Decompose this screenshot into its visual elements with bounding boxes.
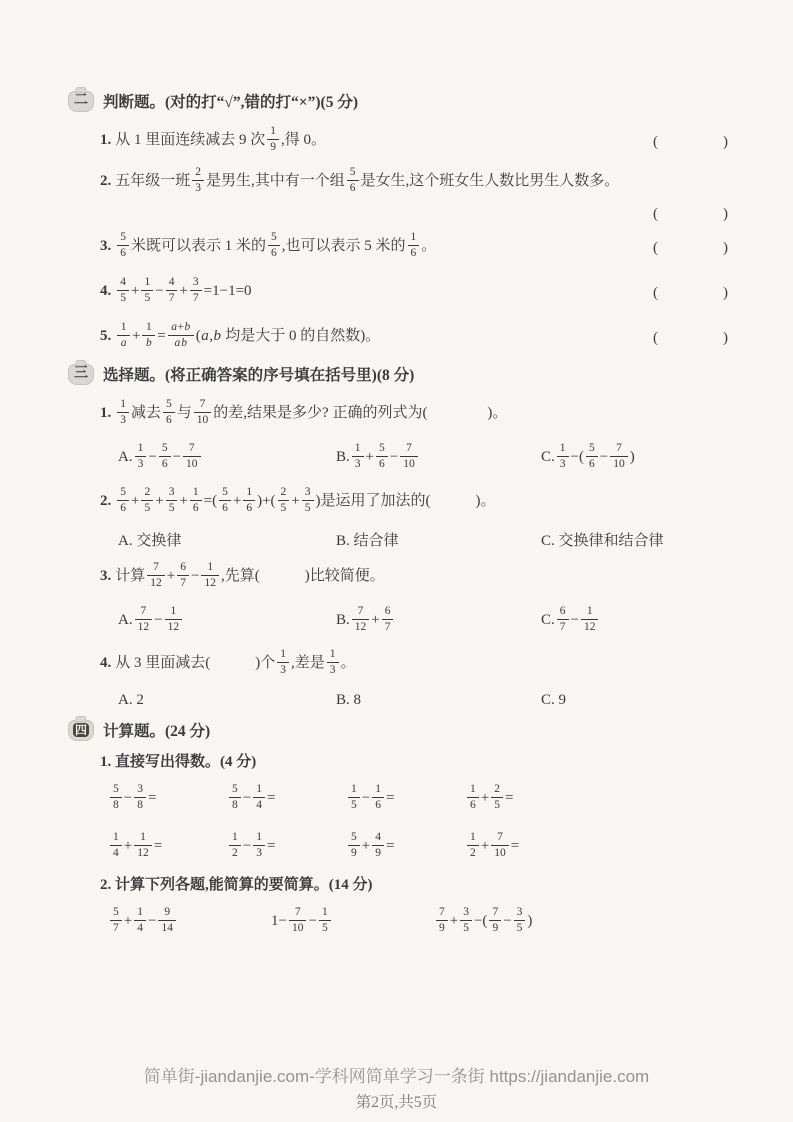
fraction: $\frac{6}{7}$ (557, 604, 569, 635)
fraction: $\frac{3}{5}$ (166, 485, 178, 516)
fraction: $\frac{7}{10}$ (194, 397, 212, 428)
option-c: C. 9 (541, 691, 567, 708)
fraction: $\frac{1}{6}$ (467, 782, 479, 813)
question-number: 4. (100, 655, 112, 671)
option-a: A. 2 (118, 691, 144, 708)
fraction: $\frac{5}{6}$ (268, 230, 280, 261)
choice-question-3-options (118, 599, 729, 642)
fraction: $\frac{1}{5}$ (141, 275, 153, 306)
fraction: $\frac{5}{7}$ (110, 905, 122, 936)
answer-brackets: ( ) (653, 134, 729, 150)
fraction: $\frac{2}{5}$ (278, 485, 290, 516)
question-number: 4. (100, 283, 112, 299)
fraction: $\frac{1}{12}$ (581, 604, 599, 635)
calc-expression: $\frac{5}{8}$ − $\frac{3}{8}$ = (108, 783, 227, 814)
option-c: C. $\frac{1}{3}$ −( $\frac{5}{6}$ − $\frac{7}{10}$ ) (541, 442, 635, 470)
fraction: $\frac{5}{6}$ (163, 397, 175, 428)
calc-expression: 1− $\frac{7}{10}$ − $\frac{1}{5}$ (271, 906, 434, 937)
choice-question-4 (100, 642, 729, 685)
fraction: $\frac{2}{3}$ (192, 165, 204, 196)
fraction: $\frac{1}{12}$ (201, 560, 219, 591)
question-number: 1. (100, 405, 112, 421)
judge-question-2 (100, 163, 729, 200)
fraction: $\frac{1}{2}$ (467, 830, 479, 861)
fraction: $\frac{6}{7}$ (177, 560, 189, 591)
fraction: $\frac{1}{3}$ (117, 397, 129, 428)
calc-subtitle-2: 2. 计算下列各题,能简算的要简算。(14 分) (100, 877, 373, 893)
fraction: $\frac{7}{9}$ (489, 905, 501, 936)
calc-expression: $\frac{1}{6}$ + $\frac{2}{5}$ = (465, 783, 729, 814)
section-calculation-title: 计算题。(24 分) (103, 723, 211, 740)
fraction: $\frac{1}{3}$ (135, 441, 147, 472)
section-choice (68, 359, 729, 715)
option-a: A. 交换律 (118, 532, 182, 549)
question-text: 从 3 里面减去( )个 $\frac{1}{3}$ ,差是 $\frac{1}{3}$ 。 (115, 648, 356, 676)
option-b: B. $\frac{7}{12}$ + $\frac{6}{7}$ (336, 605, 541, 636)
fraction: $\frac{5}{6}$ (347, 165, 359, 196)
fraction: $\frac{1}{3}$ (253, 830, 265, 861)
fraction: $\frac{7}{12}$ (147, 560, 165, 591)
option-b: B. 结合律 (336, 532, 399, 549)
question-number: 2. (100, 493, 112, 509)
choice-question-4-options (118, 685, 729, 715)
fraction: $\frac{7}{10}$ (610, 441, 628, 472)
question-text: 计算 $\frac{7}{12}$ + $\frac{6}{7}$ − $\frac{1}{12}$ ,先算( )比较简便。 (115, 561, 385, 589)
fraction: $\frac{1}{5}$ (319, 905, 331, 936)
calc-expression: $\frac{1}{2}$ + $\frac{7}{10}$ = (465, 831, 729, 862)
fraction: $\frac{5}{8}$ (110, 782, 122, 813)
calc-row-3 (108, 897, 729, 945)
fraction: $\frac{4}{7}$ (166, 275, 178, 306)
fraction: $\frac{1}{6}$ (408, 230, 420, 261)
section-four-badge-char: 四 (74, 723, 87, 737)
section-choice-header (68, 359, 729, 389)
fraction: $\frac{1}{9}$ (267, 124, 279, 155)
question-number: 3. (100, 568, 112, 584)
fraction: $\frac{1}{4}$ (134, 905, 146, 936)
calc-expression: $\frac{1}{4}$ + $\frac{1}{12}$ = (108, 831, 227, 862)
option-b: B. 8 (336, 691, 362, 708)
option-a: A. $\frac{1}{3}$ − $\frac{5}{6}$ − $\frac{7}{10}$ (118, 442, 336, 473)
choice-question-1 (100, 391, 729, 436)
judge-question-2-brackets-row (100, 200, 729, 224)
fraction: $\frac{5}{6}$ (586, 441, 598, 472)
question-number: 2. (100, 173, 112, 189)
section-judgement-header (68, 86, 729, 116)
section-calculation-header (68, 715, 729, 745)
fraction: $\frac{1}{6}$ (372, 782, 384, 813)
question-number: 3. (100, 238, 112, 254)
fraction: $\frac{7}{10}$ (289, 905, 307, 936)
calc-expression: $\frac{7}{9}$ + $\frac{3}{5}$ −( $\frac{7}{9}$ − $\frac{3}{5}$ ) (434, 906, 729, 937)
fraction: $\frac{1}{3}$ (327, 647, 339, 678)
calc-expression: $\frac{1}{2}$ − $\frac{1}{3}$ = (227, 831, 346, 862)
fraction: $\frac{6}{7}$ (382, 604, 394, 635)
calc-row-2 (108, 822, 729, 870)
fraction: $\frac{5}{6}$ (376, 441, 388, 472)
fraction: $\frac{2}{5}$ (491, 782, 503, 813)
fraction: $\frac{5}{6}$ (159, 441, 171, 472)
calc-expression: $\frac{1}{5}$ − $\frac{1}{6}$ = (346, 783, 465, 814)
judge-question-3 (100, 224, 729, 269)
footer-site-line: 简单街-jiandanjie.com-学科网简单学习一条街 https://jiandanjie.com (143, 1067, 650, 1086)
question-text: $\frac{1}{a}$ + $\frac{1}{b}$ = $\frac{a+b}{ab}$ (a,b 均是大于 0 的自然数)。 (115, 321, 380, 352)
fraction: $\frac{2}{5}$ (141, 485, 153, 516)
fraction: $\frac{4}{5}$ (117, 275, 129, 306)
judge-question-1 (100, 118, 729, 163)
fraction: $\frac{7}{10}$ (491, 830, 509, 861)
option-b: B. $\frac{1}{3}$ + $\frac{5}{6}$ − $\frac{7}{10}$ (336, 442, 541, 473)
choice-question-2-options (118, 524, 729, 554)
question-text: $\frac{5}{6}$ + $\frac{2}{5}$ + $\frac{3}{5}$ + $\frac{1}{6}$ =( $\frac{5}{6}$ + $\frac{1}{6}$ )+( $\frac{2}{5}$ + $\frac{3}{5}$ )是运用了加法的( )。 (115, 486, 495, 517)
fraction: $\frac{3}{7}$ (190, 275, 202, 306)
fraction: $\frac{4}{9}$ (372, 830, 384, 861)
page-footer (0, 1062, 793, 1112)
answer-brackets: ( ) (653, 205, 729, 222)
calc-row-1 (108, 774, 729, 822)
fraction: $\frac{1}{3}$ (277, 647, 289, 678)
option-a: A. $\frac{7}{12}$ − $\frac{1}{12}$ (118, 605, 336, 636)
fraction: $\frac{1}{4}$ (253, 782, 265, 813)
choice-question-1-options (118, 436, 729, 479)
fraction: $\frac{7}{10}$ (400, 441, 418, 472)
fraction: $\frac{3}{5}$ (514, 905, 526, 936)
section-judgement-title: 判断题。(对的打“√”,错的打“×”)(5 分) (103, 94, 358, 111)
fraction: $\frac{5}{6}$ (117, 485, 129, 516)
fraction: $\frac{1}{12}$ (165, 604, 183, 635)
fraction: $\frac{5}{8}$ (229, 782, 241, 813)
fraction: $\frac{7}{12}$ (135, 604, 153, 635)
question-text: 五年级一班 $\frac{2}{3}$ 是男生,其中有一个组 $\frac{5}{6}$ 是女生,这个班女生人数比男生人数多。 (115, 166, 620, 194)
answer-brackets: ( ) (653, 285, 729, 301)
option-c: C. 交换律和结合律 (541, 532, 664, 549)
answer-brackets: ( ) (653, 330, 729, 346)
question-text: $\frac{5}{6}$ 米既可以表示 1 米的 $\frac{5}{6}$ ,也可以表示 5 米的 $\frac{1}{6}$ 。 (115, 231, 436, 262)
judge-question-4 (100, 269, 729, 314)
section-choice-title: 选择题。(将正确答案的序号填在括号里)(8 分) (103, 367, 415, 384)
fraction: $\frac{5}{6}$ (117, 230, 129, 261)
fraction: $\frac{3}{8}$ (134, 782, 146, 813)
question-number: 5. (100, 328, 112, 344)
fraction: $\frac{9}{14}$ (158, 905, 176, 936)
question-text: 从 1 里面连续减去 9 次 $\frac{1}{9}$ ,得 0。 (115, 125, 327, 153)
answer-brackets: ( ) (653, 240, 729, 256)
fraction: $\frac{1}{a}$ (117, 320, 130, 351)
choice-question-2 (100, 479, 729, 524)
section-three-badge-char: 三 (74, 366, 88, 381)
question-number: 1. (100, 132, 112, 148)
fraction: $\frac{1}{6}$ (243, 485, 255, 516)
question-text: $\frac{1}{3}$ 减去 $\frac{5}{6}$ 与 $\frac{7}{10}$ 的差,结果是多少? 正确的列式为( )。 (115, 398, 507, 429)
fraction: $\frac{7}{10}$ (183, 441, 201, 472)
fraction: $\frac{1}{3}$ (557, 441, 569, 472)
fraction: $\frac{1}{2}$ (229, 830, 241, 861)
fraction: $\frac{5}{6}$ (219, 485, 231, 516)
fraction: $\frac{1}{5}$ (348, 782, 360, 813)
calc-expression: $\frac{5}{8}$ − $\frac{1}{4}$ = (227, 783, 346, 814)
fraction: $\frac{7}{9}$ (436, 905, 448, 936)
fraction: $\frac{1}{4}$ (110, 830, 122, 861)
fraction: $\frac{7}{12}$ (352, 604, 370, 635)
fraction: $\frac{1}{b}$ (142, 320, 155, 351)
section-four-badge-icon (68, 720, 94, 741)
calc-expression: $\frac{5}{9}$ + $\frac{4}{9}$ = (346, 831, 465, 862)
fraction: $\frac{3}{5}$ (460, 905, 472, 936)
fraction: $\frac{a+b}{ab}$ (168, 320, 194, 351)
choice-question-3 (100, 554, 729, 599)
fraction: $\frac{1}{12}$ (134, 830, 152, 861)
footer-page-number: 第2页,共5页 (355, 1094, 438, 1111)
calc-expression: $\frac{5}{7}$ + $\frac{1}{4}$ − $\frac{9}{14}$ (108, 906, 271, 937)
fraction: $\frac{1}{6}$ (190, 485, 202, 516)
fraction: $\frac{3}{5}$ (302, 485, 314, 516)
calc-subtitle-1: 1. 直接写出得数。(4 分) (100, 754, 257, 770)
section-three-badge-icon (68, 364, 94, 385)
section-two-badge-char: 二 (74, 93, 88, 108)
section-calculation (68, 715, 729, 945)
fraction: $\frac{5}{9}$ (348, 830, 360, 861)
section-two-badge-icon (68, 91, 94, 112)
question-text: $\frac{4}{5}$ + $\frac{1}{5}$ − $\frac{4}{7}$ + $\frac{3}{7}$ =1−1=0 (115, 276, 251, 307)
section-judgement (68, 86, 729, 359)
judge-question-5 (100, 314, 729, 359)
fraction: $\frac{1}{3}$ (352, 441, 364, 472)
option-c: C. $\frac{6}{7}$ − $\frac{1}{12}$ (541, 605, 729, 636)
